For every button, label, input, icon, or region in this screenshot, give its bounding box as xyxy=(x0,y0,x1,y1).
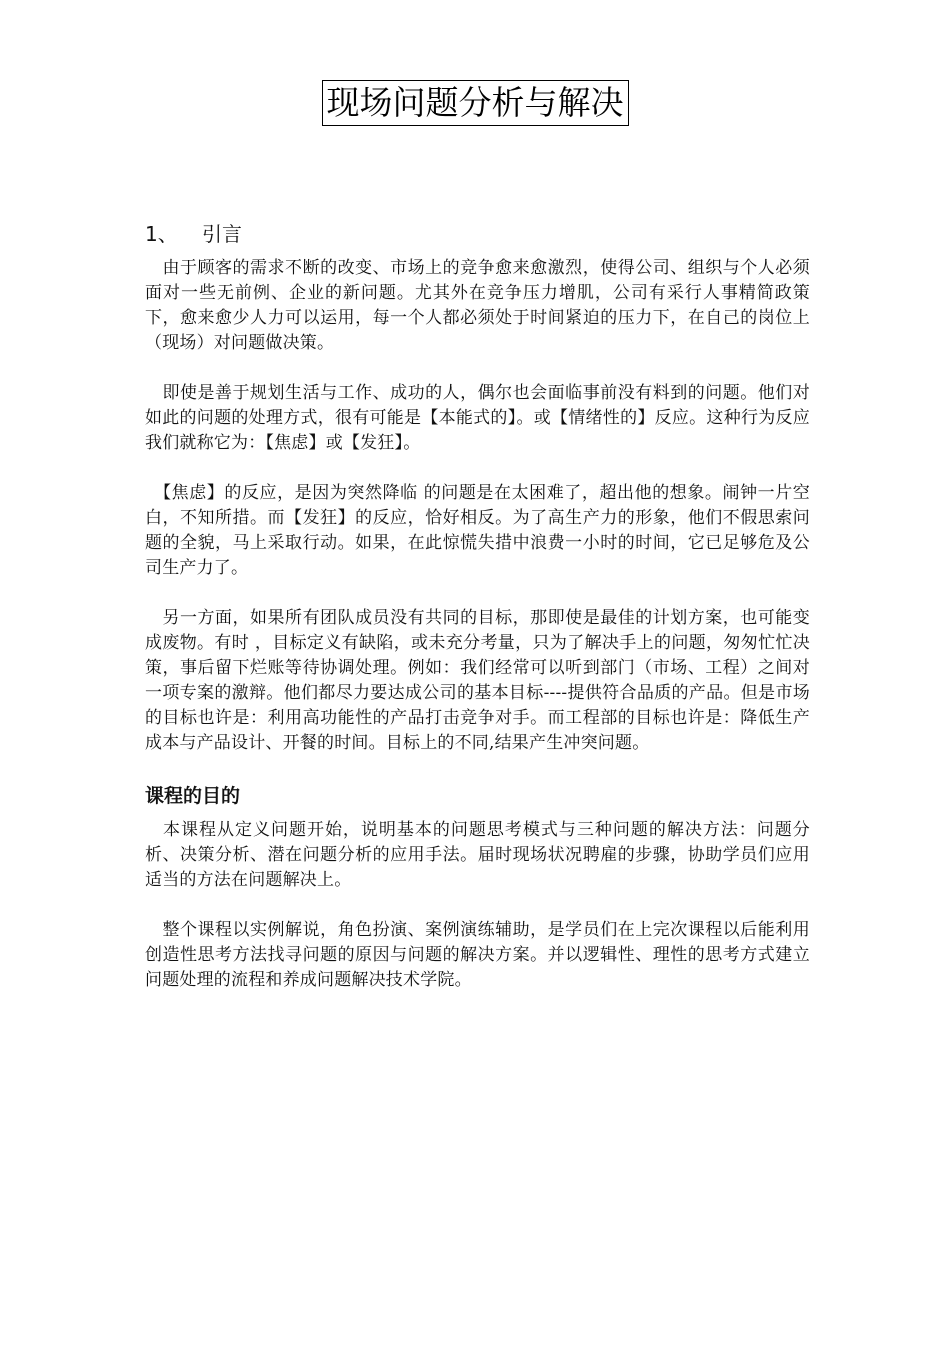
paragraph: 本课程从定义问题开始，说明基本的问题思考模式与三种问题的解决方法：问题分析、决策分析、潜在问题分析的应用手法。届时现场状况聘雇的步骤，协助学员们应用适当的方法在问题解决上。 xyxy=(145,820,810,890)
section-number: 1、 xyxy=(145,222,178,246)
section-heading-intro xyxy=(145,220,810,248)
section-title: 引言 xyxy=(202,222,242,246)
paragraph: 整个课程以实例解说，角色扮演、案例演练辅助，是学员们在上完次课程以后能利用创造性思考方法找寻问题的原因与问题的解决方案。并以逻辑性、理性的思考方式建立问题处理的流程和养成问题解决技术学院。 xyxy=(145,920,810,990)
section-heading-course-goal: 课程的目的 xyxy=(145,785,241,807)
paragraph: 另一方面，如果所有团队成员没有共同的目标，那即使是最佳的计划方案，也可能变成废物。有时 ，目标定义有缺陷，或未充分考量，只为了解决手上的问题，匆匆忙忙决策，事后留下烂账等待协调处理。例如：我们经常可以听到部门（市场、工程）之间对一项专案的激辩。他们都尽力要达成公司的基本目标----提供符合品质的产品。但是市场的目标也许是：利用高功能性的产品打击竞争对手。而工程部的目标也许是：降低生产成本与产品设计、开餐的时间。目标上的不同,结果产生冲突问题。 xyxy=(145,608,810,753)
paragraph: 即使是善于规划生活与工作、成功的人，偶尔也会面临事前没有料到的问题。他们对如此的问题的处理方式，很有可能是【本能式的】。或【情绪性的】反应。这种行为反应我们就称它为：【焦虑】或【发狂】。 xyxy=(145,383,810,453)
paragraph: 【焦虑】的反应，是因为突然降临 的问题是在太困难了，超出他的想象。闹钟一片空白，不知所措。而【发狂】的反应，恰好相反。为了高生产力的形象，他们不假思索问题的全貌，马上采取行动。如果，在此惊慌失措中浪费一小时的时间，它已足够危及公司生产力了。 xyxy=(145,483,810,578)
title-container xyxy=(0,80,950,126)
document-title: 现场问题分析与解决 xyxy=(322,80,629,126)
document-body xyxy=(145,220,810,993)
paragraph: 由于顾客的需求不断的改变、市场上的竞争愈来愈激烈，使得公司、组织与个人必须面对一些无前例、企业的新问题。尤其外在竞争压力增肌，公司有采行人事精简政策下，愈来愈少人力可以运用，每一个人都必须处于时间紧迫的压力下，在自己的岗位上（现场）对问题做决策。 xyxy=(145,258,810,353)
